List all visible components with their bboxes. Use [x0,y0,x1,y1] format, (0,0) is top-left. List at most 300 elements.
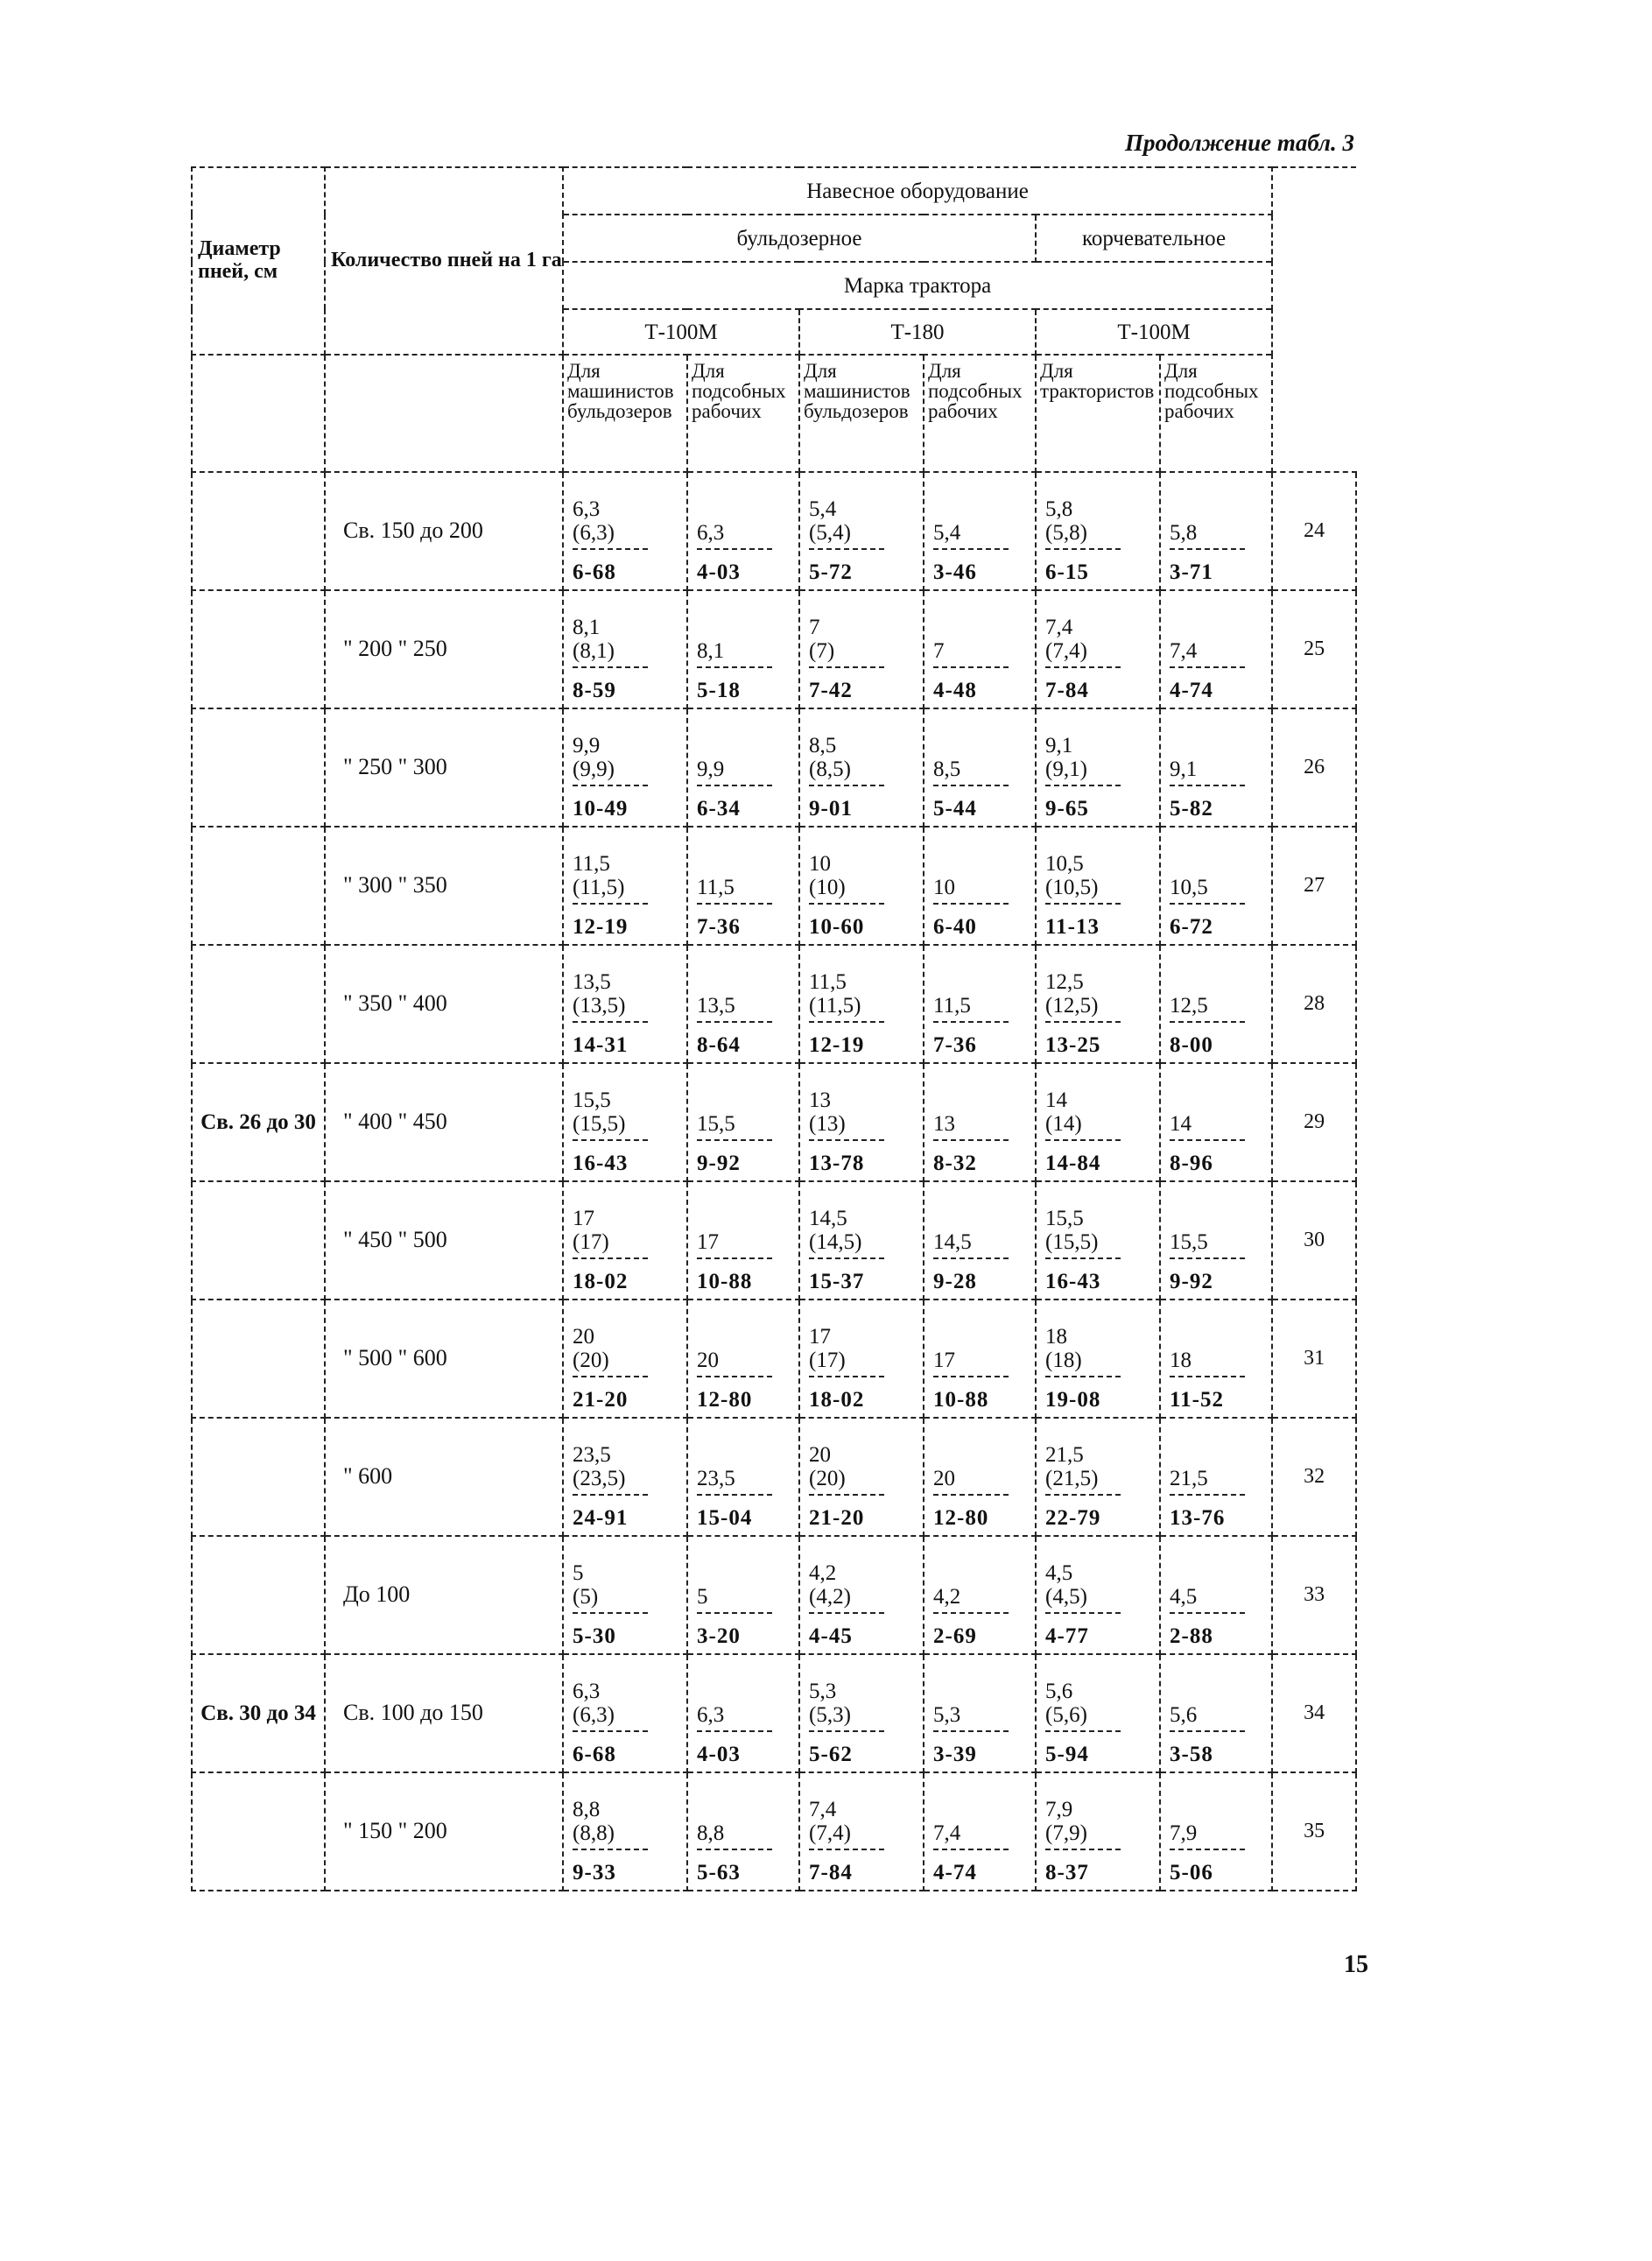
norm-cell [1160,1418,1272,1536]
row-number: 31 [1272,1300,1356,1418]
norm-value: 11,5 [697,875,735,899]
rate-value: 5-18 [697,678,741,702]
rate-value: 12-80 [697,1387,753,1412]
norm-value-paren: (6,3) [573,520,615,545]
norm-value: 15,5 [1045,1206,1084,1230]
norm-value: 12,5 [1045,969,1084,994]
norm-value: 9,1 [1045,733,1073,757]
norm-cell [924,945,1036,1063]
norm-value-paren: (18) [1045,1348,1082,1372]
diameter-cell [192,590,325,708]
table-row [192,472,1356,590]
norm-value: 6,3 [697,1702,725,1727]
norm-value: 20 [573,1324,594,1349]
norm-cell [1036,1536,1160,1654]
norm-value-paren: (20) [809,1466,846,1490]
norm-cell [563,708,687,827]
norm-value: 14 [1045,1088,1067,1112]
stump-count-cell: " 450 " 500 [325,1181,563,1300]
norm-value: 10,5 [1045,851,1084,876]
norm-cell [1160,708,1272,827]
norm-cell [687,827,799,945]
norm-cell [1036,590,1160,708]
norm-cell [1036,945,1160,1063]
norm-value: 7,9 [1170,1821,1198,1845]
norm-cell [687,1300,799,1418]
norm-value: 18 [1045,1324,1067,1349]
rate-value: 21-20 [809,1505,865,1530]
rate-value: 7-36 [697,914,741,939]
norm-value-paren: (9,1) [1045,757,1087,781]
norm-cell [687,1772,799,1891]
norm-cell [563,1418,687,1536]
norm-cell [1160,945,1272,1063]
norm-cell [1160,590,1272,708]
norm-cell [1036,472,1160,590]
rate-value: 3-39 [933,1742,977,1766]
rate-value: 15-37 [809,1269,865,1293]
rate-value: 21-20 [573,1387,629,1412]
norm-cell [924,1300,1036,1418]
norm-value-paren: (6,3) [573,1702,615,1727]
rate-value: 3-58 [1170,1742,1213,1766]
stump-count-cell: " 150 " 200 [325,1772,563,1891]
norm-value: 5,8 [1170,520,1198,545]
norm-cell [687,1063,799,1181]
norm-cell [563,472,687,590]
norm-cell [1160,1181,1272,1300]
norm-value-paren: (12,5) [1045,993,1099,1018]
sub-header-cell: Для трактористов [1036,355,1160,472]
header-tractor-brand: Марка трактора [563,262,1272,309]
norm-cell [799,1536,924,1654]
rate-value: 4-48 [933,678,977,702]
norm-cell [1036,827,1160,945]
norm-value-paren: (10,5) [1045,875,1099,899]
row-number: 33 [1272,1536,1356,1654]
page-number: 15 [1344,1951,1368,1978]
norm-value: 14,5 [933,1229,972,1254]
norm-value-paren: (15,5) [1045,1229,1099,1254]
norm-value-paren: (11,5) [809,993,861,1018]
norm-value: 8,1 [573,615,601,639]
norm-value-paren: (13,5) [573,993,626,1018]
norm-value: 7,4 [933,1821,961,1845]
stump-count-cell: Св. 100 до 150 [325,1654,563,1772]
norm-cell [924,1063,1036,1181]
rate-value: 8-37 [1045,1860,1089,1884]
norm-value-paren: (5) [573,1584,599,1609]
rate-value: 6-40 [933,914,977,939]
norm-cell [799,590,924,708]
norm-value: 20 [933,1466,955,1490]
stump-count-cell: " 300 " 350 [325,827,563,945]
norm-cell [1160,1772,1272,1891]
rate-value: 22-79 [1045,1505,1101,1530]
rate-value: 7-36 [933,1032,977,1057]
norm-value: 8,5 [933,757,961,781]
norm-cell [1036,1772,1160,1891]
rate-value: 4-74 [933,1860,977,1884]
rate-value: 9-01 [809,796,853,821]
norm-value: 10 [933,875,955,899]
norm-cell [687,1181,799,1300]
norm-cell [1160,1654,1272,1772]
norm-cell [1160,1063,1272,1181]
header-brand: Т-100М [563,309,799,355]
norm-value: 13 [933,1111,955,1136]
norm-cell [1036,1063,1160,1181]
header-rooter: корчевательное [1036,215,1272,262]
rate-value: 8-32 [933,1151,977,1175]
norm-value: 7 [809,615,820,639]
rate-value: 5-94 [1045,1742,1089,1766]
norm-value-paren: (8,1) [573,638,615,663]
norm-value: 8,1 [697,638,725,663]
norm-value: 20 [809,1442,831,1467]
sub-header-cell: Для машинистов бульдозеров [563,355,687,472]
rate-value: 13-25 [1045,1032,1101,1057]
rate-value: 2-69 [933,1624,977,1648]
norm-value-paren: (7,4) [1045,638,1087,663]
table-row [192,1536,1356,1654]
norm-value: 23,5 [697,1466,735,1490]
norm-cell [563,1654,687,1772]
rate-value: 18-02 [573,1269,629,1293]
norm-cell [1160,1536,1272,1654]
norm-value-paren: (11,5) [573,875,625,899]
table-row [192,708,1356,827]
norm-value: 17 [933,1348,955,1372]
norm-value: 11,5 [933,993,971,1018]
norm-value-paren: (5,3) [809,1702,851,1727]
norm-value: 5,4 [809,497,837,521]
rate-value: 14-31 [573,1032,629,1057]
row-number: 26 [1272,708,1356,827]
norm-value: 13,5 [697,993,735,1018]
norm-value: 17 [809,1324,831,1349]
rate-value: 3-20 [697,1624,741,1648]
rate-value: 10-88 [697,1269,753,1293]
norm-value-paren: (8,8) [573,1821,615,1845]
norm-cell [563,1181,687,1300]
norm-value: 11,5 [573,851,610,876]
rate-value: 8-96 [1170,1151,1213,1175]
norm-cell [924,1654,1036,1772]
table-row [192,1181,1356,1300]
norm-cell [799,708,924,827]
diameter-cell: Св. 26 до 30 [192,1063,325,1181]
norm-cell [687,708,799,827]
norm-cell [799,1772,924,1891]
rate-value: 12-19 [809,1032,865,1057]
stump-count-cell: " 400 " 450 [325,1063,563,1181]
rate-value: 5-30 [573,1624,616,1648]
table-row [192,1772,1356,1891]
norm-value: 17 [697,1229,719,1254]
norm-value: 7,4 [809,1797,837,1821]
rate-value: 6-15 [1045,560,1089,584]
norm-value-paren: (7) [809,638,835,663]
norm-value: 14,5 [809,1206,847,1230]
rate-value: 15-04 [697,1505,753,1530]
diameter-cell [192,1418,325,1536]
rate-value: 8-00 [1170,1032,1213,1057]
rate-value: 11-52 [1170,1387,1224,1412]
norm-value-paren: (4,2) [809,1584,851,1609]
row-number: 35 [1272,1772,1356,1891]
table-row [192,945,1356,1063]
norm-value: 5,3 [933,1702,961,1727]
norm-cell [799,827,924,945]
norm-value: 21,5 [1170,1466,1208,1490]
norm-value: 4,2 [933,1584,961,1609]
norm-cell [924,827,1036,945]
norm-cell [687,590,799,708]
diameter-cell: Св. 30 до 34 [192,1654,325,1772]
norm-value: 8,8 [697,1821,725,1845]
rate-value: 4-03 [697,560,741,584]
norm-value: 9,1 [1170,757,1198,781]
norm-value: 8,5 [809,733,837,757]
rate-value: 5-44 [933,796,977,821]
norm-cell [563,1772,687,1891]
rate-value: 5-06 [1170,1860,1213,1884]
norm-value-paren: (5,4) [809,520,851,545]
norm-value: 5,6 [1045,1679,1073,1703]
norm-cell [1036,1300,1160,1418]
norm-value: 14 [1170,1111,1192,1136]
rate-value: 11-13 [1045,914,1100,939]
norm-cell [924,472,1036,590]
norm-cell [1036,1181,1160,1300]
norm-value-paren: (20) [573,1348,609,1372]
rate-value: 4-77 [1045,1624,1089,1648]
norm-value: 7,4 [1170,638,1198,663]
norm-cell [563,945,687,1063]
continuation-label: Продолжение табл. 3 [1125,130,1354,156]
stump-count-cell: " 200 " 250 [325,590,563,708]
diameter-cell [192,472,325,590]
norm-value: 5 [573,1560,584,1585]
stump-count-cell: " 250 " 300 [325,708,563,827]
table-row [192,590,1356,708]
norm-cell [563,1063,687,1181]
rate-value: 9-65 [1045,796,1089,821]
norm-value: 4,5 [1045,1560,1073,1585]
norm-value: 5,8 [1045,497,1073,521]
rate-value: 6-72 [1170,914,1213,939]
sub-header-cell: Для подсобных рабочих [687,355,799,472]
row-number: 24 [1272,472,1356,590]
norm-value: 7 [933,638,945,663]
rate-value: 13-78 [809,1151,865,1175]
table-row [192,1063,1356,1181]
rate-value: 24-91 [573,1505,629,1530]
norm-cell [924,1536,1036,1654]
norm-cell [799,472,924,590]
norm-cell [924,1772,1036,1891]
norm-value: 20 [697,1348,719,1372]
header-bulldozer: бульдозерное [563,215,1036,262]
row-number: 32 [1272,1418,1356,1536]
norm-cell [924,1181,1036,1300]
norm-cell [1036,1418,1160,1536]
rate-value: 6-34 [697,796,741,821]
sub-header-cell: Для подсобных рабочих [1160,355,1272,472]
norm-value-paren: (23,5) [573,1466,626,1490]
norm-value-paren: (10) [809,875,846,899]
rate-value: 6-68 [573,1742,616,1766]
norm-cell [924,590,1036,708]
norm-cell [924,1418,1036,1536]
table-row [192,1418,1356,1536]
rate-value: 7-42 [809,678,853,702]
norm-cell [799,1654,924,1772]
norm-value: 10 [809,851,831,876]
stump-count-cell: До 100 [325,1536,563,1654]
norm-value-paren: (5,6) [1045,1702,1087,1727]
norm-value: 11,5 [809,969,847,994]
rate-value: 5-63 [697,1860,741,1884]
norm-cell [799,1063,924,1181]
norm-value-paren: (14,5) [809,1229,862,1254]
norm-value: 23,5 [573,1442,611,1467]
rate-value: 16-43 [1045,1269,1101,1293]
norm-value: 18 [1170,1348,1192,1372]
norm-value: 15,5 [1170,1229,1208,1254]
rate-value: 13-76 [1170,1505,1226,1530]
table-row [192,1300,1356,1418]
norm-cell [563,827,687,945]
norm-value: 4,2 [809,1560,837,1585]
norm-value: 12,5 [1170,993,1208,1018]
diameter-cell [192,827,325,945]
rate-value: 3-71 [1170,560,1213,584]
rate-value: 2-88 [1170,1624,1213,1648]
norm-value-paren: (14) [1045,1111,1082,1136]
norm-value: 9,9 [573,733,601,757]
norm-value-paren: (21,5) [1045,1466,1099,1490]
table-row [192,827,1356,945]
header-brand: Т-180 [799,309,1036,355]
norm-value: 13,5 [573,969,611,994]
stump-count-cell: Св. 150 до 200 [325,472,563,590]
row-number: 27 [1272,827,1356,945]
diameter-cell [192,1181,325,1300]
header-count: Количество пней на 1 га [325,167,563,355]
norm-cell [799,1418,924,1536]
norm-value: 9,9 [697,757,725,781]
norm-cell [687,472,799,590]
norm-cell [563,1300,687,1418]
norm-cell [1160,1300,1272,1418]
sub-header-cell: Для подсобных рабочих [924,355,1036,472]
norm-value: 8,8 [573,1797,601,1821]
norm-value: 15,5 [697,1111,735,1136]
rate-value: 5-62 [809,1742,853,1766]
norm-value: 21,5 [1045,1442,1084,1467]
rate-value: 8-59 [573,678,616,702]
row-number: 30 [1272,1181,1356,1300]
norm-cell [799,945,924,1063]
norm-value: 6,3 [573,1679,601,1703]
rate-value: 16-43 [573,1151,629,1175]
norm-value-paren: (8,5) [809,757,851,781]
norm-value: 15,5 [573,1088,611,1112]
rate-value: 4-03 [697,1742,741,1766]
rate-value: 4-74 [1170,678,1213,702]
norm-value-paren: (4,5) [1045,1584,1087,1609]
norm-value: 5 [697,1584,708,1609]
rate-value: 9-92 [1170,1269,1213,1293]
norm-cell [1160,827,1272,945]
rate-value: 18-02 [809,1387,865,1412]
rate-value: 12-19 [573,914,629,939]
rate-value: 14-84 [1045,1151,1101,1175]
norm-value-paren: (17) [573,1229,609,1254]
header-diameter: Диаметр пней, см [192,167,325,355]
norm-cell [563,1536,687,1654]
norm-value: 17 [573,1206,594,1230]
norm-cell [1036,708,1160,827]
row-number: 34 [1272,1654,1356,1772]
norm-value-paren: (13) [809,1111,846,1136]
stump-count-cell: " 600 [325,1418,563,1536]
norm-cell [799,1300,924,1418]
row-number: 25 [1272,590,1356,708]
norm-value: 6,3 [697,520,725,545]
norm-cell [563,590,687,708]
rate-value: 19-08 [1045,1387,1101,1412]
rate-value: 9-33 [573,1860,616,1884]
norm-value: 13 [809,1088,831,1112]
header-brand: Т-100М [1036,309,1272,355]
row-number: 29 [1272,1063,1356,1181]
norm-cell [687,945,799,1063]
rate-value: 3-46 [933,560,977,584]
rate-value: 10-88 [933,1387,989,1412]
norm-value-paren: (5,8) [1045,520,1087,545]
norm-cell [1036,1654,1160,1772]
rate-value: 7-84 [809,1860,853,1884]
rate-value: 12-80 [933,1505,989,1530]
norm-value-paren: (9,9) [573,757,615,781]
rate-value: 8-64 [697,1032,741,1057]
norm-value-paren: (17) [809,1348,846,1372]
norm-cell [687,1536,799,1654]
norm-value-paren: (15,5) [573,1111,626,1136]
norm-cell [687,1654,799,1772]
rate-value: 10-49 [573,796,629,821]
rate-value: 10-60 [809,914,865,939]
norm-value: 7,4 [1045,615,1073,639]
diameter-cell [192,1300,325,1418]
stump-count-cell: " 350 " 400 [325,945,563,1063]
norm-cell [1160,472,1272,590]
norm-cell [799,1181,924,1300]
sub-header-cell: Для машинистов бульдозеров [799,355,924,472]
diameter-cell [192,708,325,827]
norm-value: 10,5 [1170,875,1208,899]
norm-value: 4,5 [1170,1584,1198,1609]
rate-value: 6-68 [573,560,616,584]
norm-cell [687,1418,799,1536]
row-number: 28 [1272,945,1356,1063]
norm-value: 5,4 [933,520,961,545]
diameter-cell [192,1536,325,1654]
rate-value: 4-45 [809,1624,853,1648]
